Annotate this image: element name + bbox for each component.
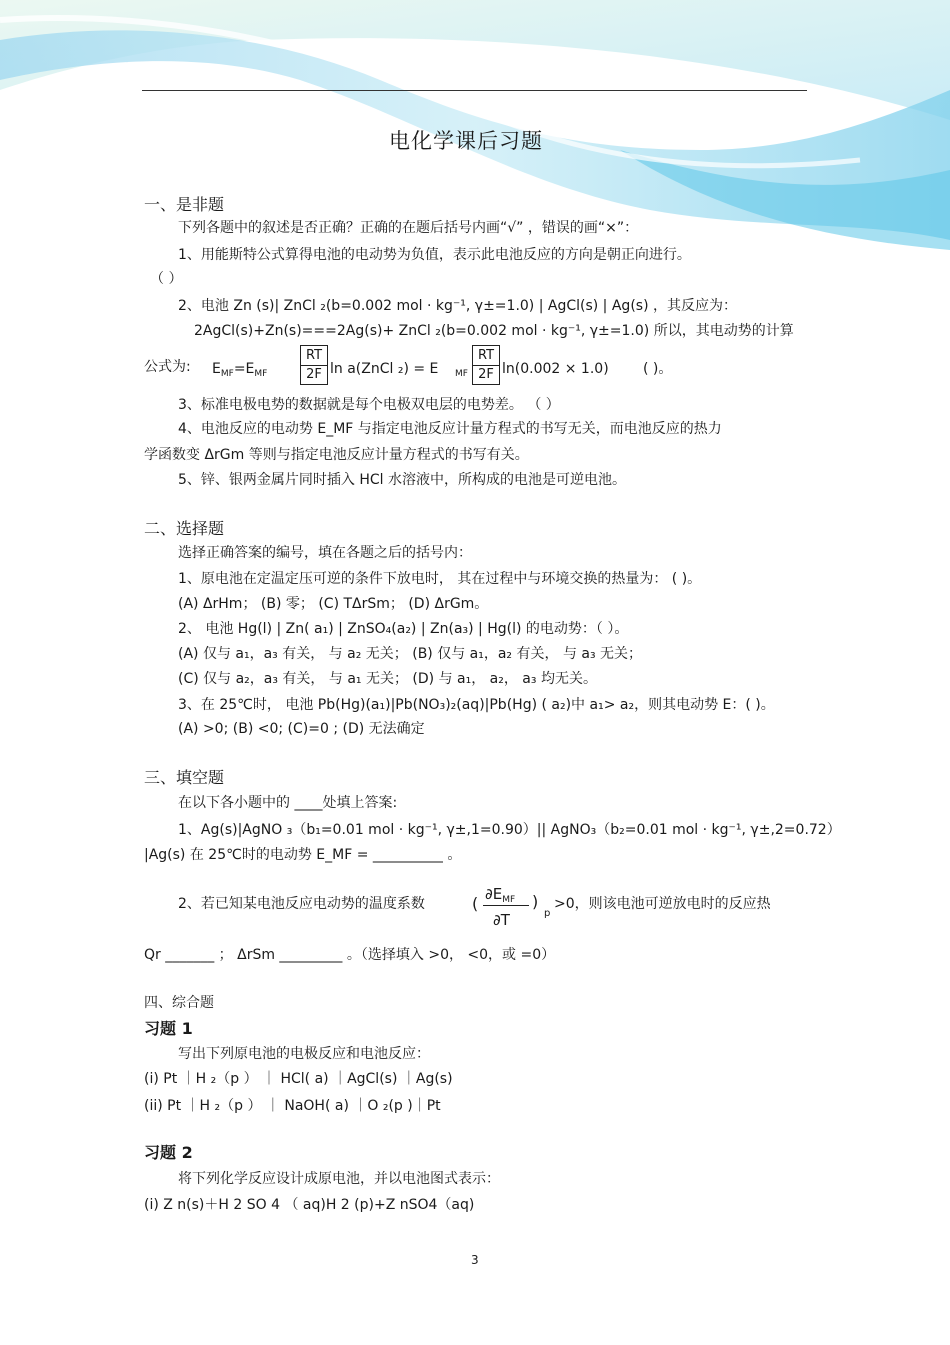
sec2-instruction: 选择正确答案的编号，填在各题之后的括号内：: [178, 545, 472, 561]
fraction-denominator: 2F: [478, 367, 494, 382]
sec2-question-2-options-cd: (C) 仅与 a₂，a₃ 有关， 与 a₁ 无关； (D) 与 a₁， a₂， a₃ 均无关。: [178, 671, 597, 687]
header-rule: [142, 90, 807, 91]
sec2-question-3-options: (A) >0; (B) <0; (C)=0 ; (D) 无法确定: [178, 721, 425, 737]
formula-emf-left: $E_{MF}=E_{MF}$: [212, 361, 268, 379]
page-title: 电化学课后习题: [389, 129, 543, 153]
exercise-2-item-i: (i) Z n(s)＋H 2 SO 4 （ aq)H 2 (p)+Z nSO4（aq): [144, 1197, 475, 1213]
sec3-question-1-line-1: 1、Ag(s)|AgNO ₃（b₁=0.01 mol · kg⁻¹, γ±,1=0.90）|| AgNO₃（b₂=0.01 mol · kg⁻¹, γ±,2=0.72）: [178, 822, 841, 838]
sec3-question-2-text-end: >0，则该电池可逆放电时的反应热: [554, 896, 771, 912]
sec1-question-3: 3、标准电极电势的数据就是每个电极双电层的电势差。 （ ）: [178, 397, 560, 413]
fraction-denominator: 2F: [306, 367, 322, 382]
sec3-instruction: 在以下各小题中的 ____处填上答案:: [178, 795, 398, 811]
partial-derivative-paren-right: ): [532, 892, 539, 911]
sec2-question-2-options-ab: (A) 仅与 a₁，a₃ 有关， 与 a₂ 无关； (B) 仅与 a₁，a₂ 有关， 与 a₃ 无关；: [178, 646, 643, 662]
section-heading-fill-blank: 三、填空题: [144, 768, 225, 787]
sec1-question-2-line-2: 2AgCl(s)+Zn(s)===2Ag(s)+ ZnCl ₂(b=0.002 mol · kg⁻¹, γ±=1.0) 所以，其电动势的计算: [194, 323, 794, 339]
sec1-question-2-formula-prefix: 公式为:: [144, 359, 191, 375]
partial-derivative-numerator: $\partial E_{MF}$: [485, 885, 516, 905]
sec1-question-1: 1、用能斯特公式算得电池的电动势为负值，表示此电池反应的方向是朝正向进行。: [178, 247, 691, 263]
exercise-1-item-i: (i) Pt ｜H ₂（p ） ｜ HCl( a) ｜AgCl(s) ｜Ag(s): [144, 1071, 453, 1087]
sec1-question-5: 5、锌、银两金属片同时插入 HCl 水溶液中，所构成的电池是可逆电池。: [178, 472, 626, 488]
partial-derivative-denominator: ∂T: [493, 911, 510, 929]
section-heading-true-false: 一、是非题: [144, 195, 225, 214]
exercise-2-instruction: 将下列化学反应设计成原电池，并以电池图式表示：: [178, 1171, 500, 1187]
sec2-question-1: 1、原电池在定温定压可逆的条件下放电时， 其在过程中与环境交换的热量为： ( )。: [178, 571, 702, 587]
sec2-question-1-options: (A) ΔrHm； (B) 零； (C) TΔrSm； (D) ΔrGm。: [178, 596, 489, 612]
sec1-instruction: 下列各题中的叙述是否正确？正确的在题后括号内画“√” ，错误的画“×”：: [178, 220, 639, 236]
sec2-question-2: 2、 电池 Hg(l) | Zn( a₁) | ZnSO₄(a₂) | Zn(a₃) | Hg(l) 的电动势：（ ）。: [178, 621, 629, 637]
fraction-numerator: RT: [477, 348, 495, 363]
section-heading-comprehensive: 四、综合题: [144, 995, 214, 1011]
exercise-2-heading: 习题 2: [144, 1143, 193, 1162]
fraction-rt-over-2f-1: [300, 345, 328, 385]
partial-derivative-paren-left: (: [472, 894, 479, 913]
section-heading-multiple-choice: 二、选择题: [144, 519, 225, 538]
formula-ln-value: ln(0.002 × 1.0): [502, 361, 609, 377]
exercise-1-item-ii: (ii) Pt ｜H ₂（p ） ｜ NaOH( a) ｜O ₂(p )｜Pt: [144, 1098, 441, 1114]
sec2-question-3: 3、在 25℃时， 电池 Pb(Hg)(a₁)|Pb(NO₃)₂(aq)|Pb(Hg) ( a₂)中 a₁> a₂，则其电动势 E：( )。: [178, 697, 775, 713]
formula-ln-a-zncl2: ln a(ZnCl ₂) = E: [330, 361, 439, 377]
sec1-question-1-paren: （ ）: [150, 271, 183, 287]
exercise-1-heading: 习题 1: [144, 1019, 193, 1038]
sec1-question-4-line-1: 4、电池反应的电动势 E_MF 与指定电池反应计量方程式的书写无关，而电池反应的热力: [178, 421, 722, 437]
partial-derivative-subscript-p: p: [544, 908, 551, 919]
sec3-question-2-text: 2、若已知某电池反应电动势的温度系数: [178, 896, 425, 912]
sec1-question-2-paren: ( )。: [643, 361, 673, 377]
partial-derivative-bar: [483, 905, 529, 906]
page-number: 3: [471, 1253, 479, 1267]
sec3-question-1-line-2: |Ag(s) 在 25℃时的电动势 E_MF = __________ 。: [144, 847, 462, 863]
sec1-question-2-line-1: 2、电池 Zn (s)| ZnCl ₂(b=0.002 mol · kg⁻¹, γ±=1.0) | AgCl(s) | Ag(s) ，其反应为：: [178, 298, 737, 314]
sec3-question-2-line-2: Qr _______ ； ΔrSm _________ 。（选择填入 >0， <0，或 =0）: [144, 947, 556, 963]
sec1-question-4-line-2: 学函数变 ΔrGm 等则与指定电池反应计量方程式的书写有关。: [144, 447, 529, 463]
exercise-1-instruction: 写出下列原电池的电极反应和电池反应：: [178, 1046, 430, 1062]
formula-emf-sub-2: MF: [455, 369, 468, 379]
fraction-rt-over-2f-2: [472, 345, 500, 385]
fraction-numerator: RT: [305, 348, 323, 363]
